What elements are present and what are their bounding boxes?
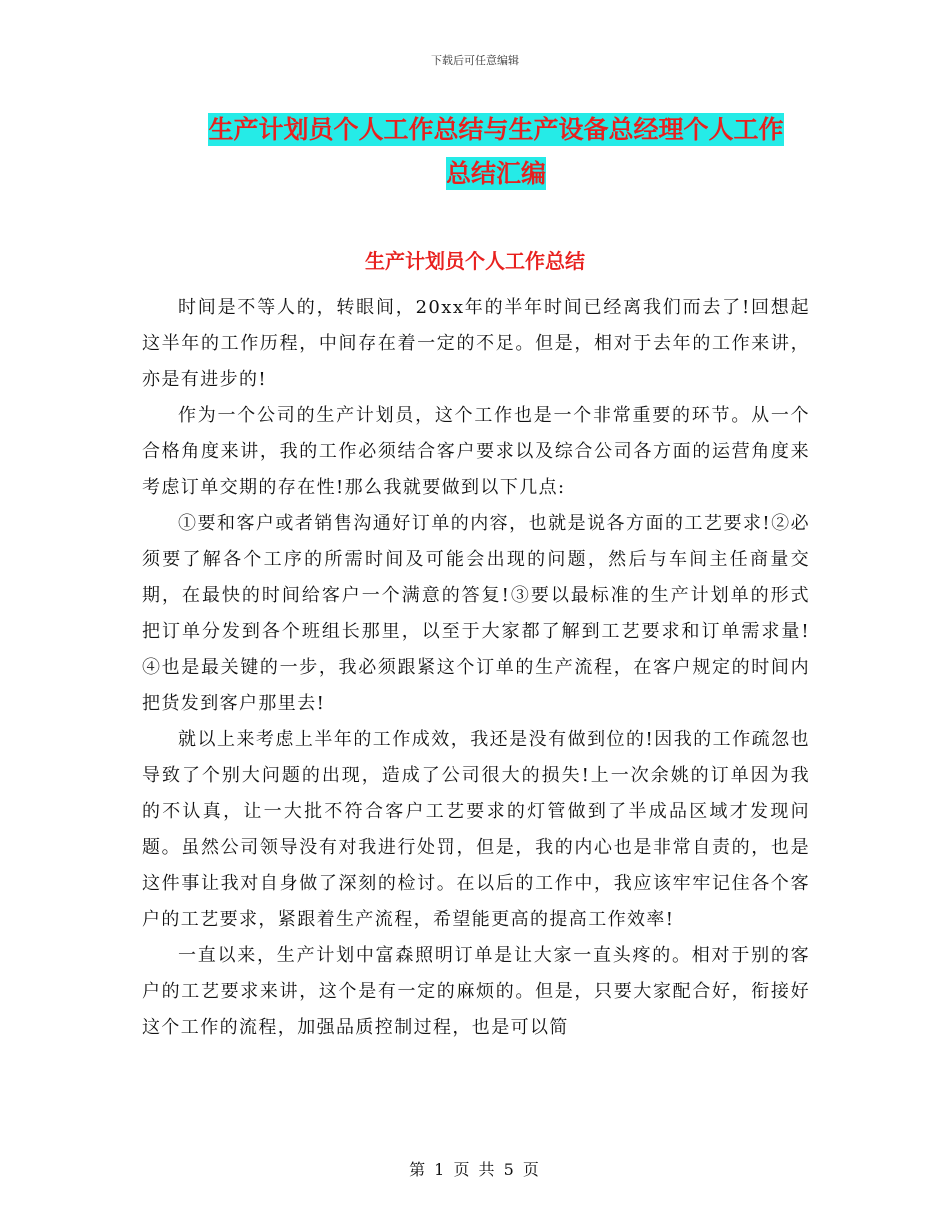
section-title: 生产计划员个人工作总结	[365, 249, 585, 273]
header-note: 下载后可任意编辑	[431, 54, 519, 67]
document-title-line-1: 生产计划员个人工作总结与生产设备总经理个人工作	[208, 115, 784, 144]
document-title	[190, 108, 802, 196]
paragraph-2: 作为一个公司的生产计划员，这个工作也是一个非常重要的环节。从一个合格角度来讲，我的工作必须结合客户要求以及综合公司各方面的运营角度来考虑订单交期的存在性!那么我就要做到以下几点:	[142, 405, 810, 498]
paragraph-1: 时间是不等人的，转眼间，20xx年的半年时间已经离我们而去了!回想起这半年的工作历程，中间存在着一定的不足。但是，相对于去年的工作来讲，亦是有进步的!	[142, 297, 810, 390]
paragraph-3: ①要和客户或者销售沟通好订单的内容，也就是说各方面的工艺要求!②必须要了解各个工序的所需时间及可能会出现的问题，然后与车间主任商量交期，在最快的时间给客户一个满意的答复!③要以最标准的生产计划单的形式把订单分发到各个班组长那里，以至于大家都了解到工艺要求和订单需求量!④也是最关键的一步，我必须跟紧这个订单的生产流程，在客户规定的时间内把货发到客户那里去!	[142, 513, 810, 714]
paragraph-4: 就以上来考虑上半年的工作成效，我还是没有做到位的!因我的工作疏忽也导致了个别大问题的出现，造成了公司很大的损失!上一次余姚的订单因为我的不认真，让一大批不符合客户工艺要求的灯管做到了半成品区域才发现问题。虽然公司领导没有对我进行处罚，但是，我的内心也是非常自责的，也是这件事让我对自身做了深刻的检讨。在以后的工作中，我应该牢牢记住各个客户的工艺要求，紧跟着生产流程，希望能更高的提高工作效率!	[142, 729, 810, 930]
document-title-line-2: 总结汇编	[445, 159, 546, 188]
page-footer: 第 1 页 共 5 页	[409, 1160, 541, 1179]
paragraph-5: 一直以来，生产计划中富森照明订单是让大家一直头疼的。相对于别的客户的工艺要求来讲，这个是有一定的麻烦的。但是，只要大家配合好，衔接好这个工作的流程，加强品质控制过程，也是可以简	[142, 945, 810, 1038]
body-text	[142, 290, 810, 1046]
